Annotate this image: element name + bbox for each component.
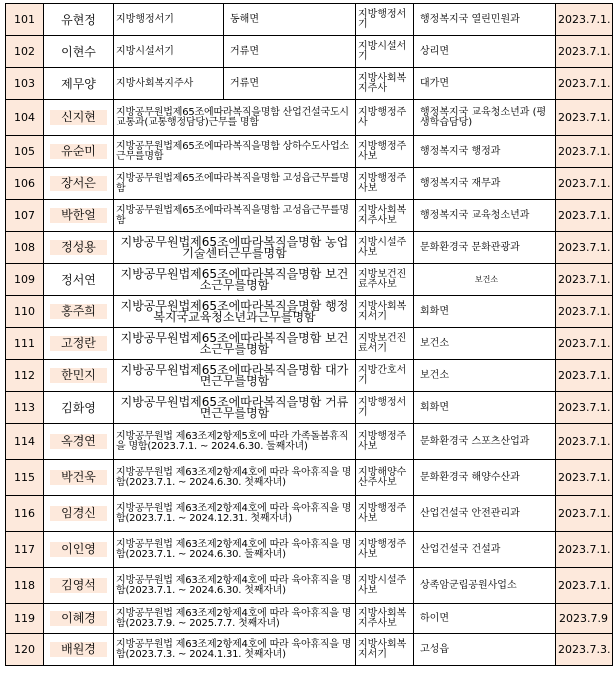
rank-title: 지방사회복지주사보 [356, 200, 414, 232]
rank-title: 지방보건진료서기 [356, 328, 414, 360]
row-number: 114 [6, 424, 44, 460]
order-description: 지방공무원법제65조에따라복직을명함 산업건설국도시교통과(교통행정담당)근무를 명함 [114, 100, 356, 136]
table-row [6, 296, 613, 328]
person-name-cell [44, 532, 114, 568]
rank-title: 지방행정주사보 [356, 168, 414, 200]
effective-date: 2023.7.1. [556, 296, 613, 328]
rank-title: 지방간호서기 [356, 360, 414, 392]
person-name: 이혜경 [50, 611, 107, 626]
person-name: 김화영 [61, 401, 96, 415]
table-row [6, 360, 613, 392]
department: 행정복지국 행정과 [414, 136, 556, 168]
department: 보건소 [414, 264, 556, 296]
effective-date: 2023.7.1. [556, 328, 613, 360]
rank-title: 지방행정주사 [356, 100, 414, 136]
effective-date: 2023.7.3. [556, 634, 613, 666]
person-name-cell [44, 360, 114, 392]
order-description: 지방공무원법제65조에따라복직을명함 보건소근무를명함 [114, 328, 356, 360]
person-name: 정서연 [61, 273, 96, 287]
table-row [6, 568, 613, 604]
person-name: 배원경 [50, 642, 107, 657]
department: 보건소 [414, 360, 556, 392]
order-description: 지방공무원법제65조에따라복직을명함 행정복지국교육청소년과근무를명함 [114, 296, 356, 328]
department: 회화면 [414, 392, 556, 424]
effective-date: 2023.7.1. [556, 360, 613, 392]
person-name-cell [44, 100, 114, 136]
row-number: 112 [6, 360, 44, 392]
person-name-cell [44, 68, 114, 100]
order-description: 지방공무원법 제63조제2항제4호에 따라 육아휴직을 명함(2023.7.9. ~ 2025.7.7. 첫째자녀) [114, 604, 356, 634]
order-description: 지방공무원법 제63조제2항제4호에 따라 육아휴직을 명함(2023.7.3. ~ 2024.1.31. 첫째자녀) [114, 634, 356, 666]
row-number: 115 [6, 460, 44, 496]
previous-office: 동해면 [224, 4, 356, 36]
row-number: 103 [6, 68, 44, 100]
rank-title: 지방시설주사보 [356, 568, 414, 604]
person-name-cell [44, 232, 114, 264]
rank-title: 지방사회복지주사 [356, 68, 414, 100]
effective-date: 2023.7.1. [556, 168, 613, 200]
effective-date: 2023.7.1. [556, 200, 613, 232]
order-description: 지방공무원법제65조에따라복직을명함 보건소근무를명함 [114, 264, 356, 296]
department: 문화환경국 문화관광과 [414, 232, 556, 264]
table-row [6, 4, 613, 36]
effective-date: 2023.7.1. [556, 532, 613, 568]
order-description: 지방공무원법제65조에따라복직을명함 상하수도사업소근무를명함 [114, 136, 356, 168]
effective-date: 2023.7.1. [556, 264, 613, 296]
person-name-cell [44, 264, 114, 296]
rank-title: 지방행정주사보 [356, 496, 414, 532]
department: 행정복지국 교육청소년과 (평생학습담당) [414, 100, 556, 136]
row-number: 107 [6, 200, 44, 232]
person-name-cell [44, 296, 114, 328]
person-name: 박건욱 [50, 470, 107, 485]
effective-date: 2023.7.1. [556, 100, 613, 136]
person-name-cell [44, 634, 114, 666]
person-name: 유현정 [61, 13, 96, 27]
person-name-cell [44, 424, 114, 460]
table-row [6, 496, 613, 532]
row-number: 106 [6, 168, 44, 200]
effective-date: 2023.7.1. [556, 496, 613, 532]
row-number: 108 [6, 232, 44, 264]
person-name-cell [44, 36, 114, 68]
table-row [6, 232, 613, 264]
row-number: 111 [6, 328, 44, 360]
department: 고성읍 [414, 634, 556, 666]
personnel-table [5, 3, 613, 666]
effective-date: 2023.7.1. [556, 232, 613, 264]
order-description: 지방공무원법 제63조제2항제5호에 따라 가족돌봄휴직을 명함(2023.7.1. ~ 2024.6.30. 둘째자녀) [114, 424, 356, 460]
person-name-cell [44, 136, 114, 168]
rank-title: 지방사회복지서기 [356, 296, 414, 328]
person-name: 옥경연 [50, 434, 107, 449]
effective-date: 2023.7.9 [556, 604, 613, 634]
department: 행정복지국 교육청소년과 [414, 200, 556, 232]
row-number: 119 [6, 604, 44, 634]
order-description: 지방공무원법 제63조제2항제4호에 따라 육아휴직을 명함(2023.7.1. ~ 2024.6.30. 첫째자녀) [114, 460, 356, 496]
person-name-cell [44, 496, 114, 532]
department: 하이면 [414, 604, 556, 634]
department: 상리면 [414, 36, 556, 68]
table-row [6, 200, 613, 232]
rank-title: 지방사회복지서기 [356, 634, 414, 666]
table-row [6, 604, 613, 634]
order-description: 지방공무원법제65조에따라복직을명함 고성읍근무를명함 [114, 168, 356, 200]
effective-date: 2023.7.1. [556, 36, 613, 68]
table-row [6, 532, 613, 568]
person-name-cell [44, 328, 114, 360]
department: 문화환경국 해양수산과 [414, 460, 556, 496]
row-number: 120 [6, 634, 44, 666]
order-description: 지방공무원법제65조에따라복직을명함 고성읍근무를명함 [114, 200, 356, 232]
department: 산업건설국 건설과 [414, 532, 556, 568]
order-description: 지방공무원법 제63조제2항제4호에 따라 육아휴직을 명함(2023.7.1. ~ 2024.6.30. 첫째자녀) [114, 568, 356, 604]
person-name: 박한얼 [50, 208, 107, 223]
department: 문화환경국 스포츠산업과 [414, 424, 556, 460]
department: 산업건설국 안전관리과 [414, 496, 556, 532]
order-description: 지방공무원법제65조에따라복직을명함 농업기술센터근무를명함 [114, 232, 356, 264]
table-row [6, 36, 613, 68]
table-row [6, 328, 613, 360]
rank-title: 지방시설주사보 [356, 232, 414, 264]
department: 보건소 [414, 328, 556, 360]
rank-title: 지방사회복지주사보 [356, 604, 414, 634]
person-name: 유순미 [50, 144, 107, 159]
order-description: 지방공무원법제65조에따라복직을명함 거류면근무를명함 [114, 392, 356, 424]
person-name: 정성용 [50, 240, 107, 255]
person-name-cell [44, 168, 114, 200]
row-number: 113 [6, 392, 44, 424]
effective-date: 2023.7.1. [556, 424, 613, 460]
order-description: 지방공무원법제65조에따라복직을명함 대가면근무를명함 [114, 360, 356, 392]
row-number: 101 [6, 4, 44, 36]
table-body [6, 4, 613, 666]
person-name: 임경신 [50, 506, 107, 521]
row-number: 104 [6, 100, 44, 136]
person-name: 장서은 [50, 176, 107, 191]
effective-date: 2023.7.1. [556, 4, 613, 36]
rank-title: 지방행정서기 [356, 392, 414, 424]
previous-office: 거류면 [224, 36, 356, 68]
person-name: 김영석 [50, 578, 107, 593]
table-row [6, 264, 613, 296]
table-row [6, 424, 613, 460]
rank-title: 지방해양수산주사보 [356, 460, 414, 496]
previous-position: 지방시설서기 [114, 36, 224, 68]
rank-title: 지방보건진료주사보 [356, 264, 414, 296]
department: 행정복지국 열린민원과 [414, 4, 556, 36]
effective-date: 2023.7.1. [556, 392, 613, 424]
person-name: 이현수 [61, 45, 96, 59]
effective-date: 2023.7.1. [556, 136, 613, 168]
person-name: 고정란 [50, 336, 107, 351]
previous-position: 지방행정서기 [114, 4, 224, 36]
rank-title: 지방행정주사보 [356, 424, 414, 460]
person-name-cell [44, 460, 114, 496]
rank-title: 지방시설서기 [356, 36, 414, 68]
department: 대가면 [414, 68, 556, 100]
person-name: 제무양 [61, 77, 96, 91]
person-name-cell [44, 568, 114, 604]
previous-office: 거류면 [224, 68, 356, 100]
table-row [6, 100, 613, 136]
person-name-cell [44, 4, 114, 36]
person-name: 이인영 [50, 542, 107, 557]
table-row [6, 68, 613, 100]
person-name: 한민지 [50, 368, 107, 383]
person-name-cell [44, 604, 114, 634]
row-number: 118 [6, 568, 44, 604]
row-number: 110 [6, 296, 44, 328]
table-row [6, 168, 613, 200]
person-name: 신지현 [50, 110, 107, 125]
department: 행정복지국 재무과 [414, 168, 556, 200]
rank-title: 지방행정서기 [356, 4, 414, 36]
row-number: 109 [6, 264, 44, 296]
table-row [6, 392, 613, 424]
effective-date: 2023.7.1. [556, 68, 613, 100]
rank-title: 지방행정주사보 [356, 532, 414, 568]
previous-position: 지방사회복지주사 [114, 68, 224, 100]
table-row [6, 136, 613, 168]
effective-date: 2023.7.1. [556, 460, 613, 496]
order-description: 지방공무원법 제63조제2항제4호에 따라 육아휴직을 명함(2023.7.1. ~ 2024.6.30. 둘째자녀) [114, 532, 356, 568]
table-row [6, 460, 613, 496]
person-name: 홍주희 [50, 304, 107, 319]
person-name-cell [44, 392, 114, 424]
row-number: 116 [6, 496, 44, 532]
order-description: 지방공무원법 제63조제2항제4호에 따라 육아휴직을 명함(2023.7.1. ~ 2024.12.31. 첫째자녀) [114, 496, 356, 532]
row-number: 117 [6, 532, 44, 568]
effective-date: 2023.7.1. [556, 568, 613, 604]
row-number: 105 [6, 136, 44, 168]
person-name-cell [44, 200, 114, 232]
rank-title: 지방행정주사보 [356, 136, 414, 168]
department: 회화면 [414, 296, 556, 328]
table-row [6, 634, 613, 666]
row-number: 102 [6, 36, 44, 68]
department: 상족암군립공원사업소 [414, 568, 556, 604]
